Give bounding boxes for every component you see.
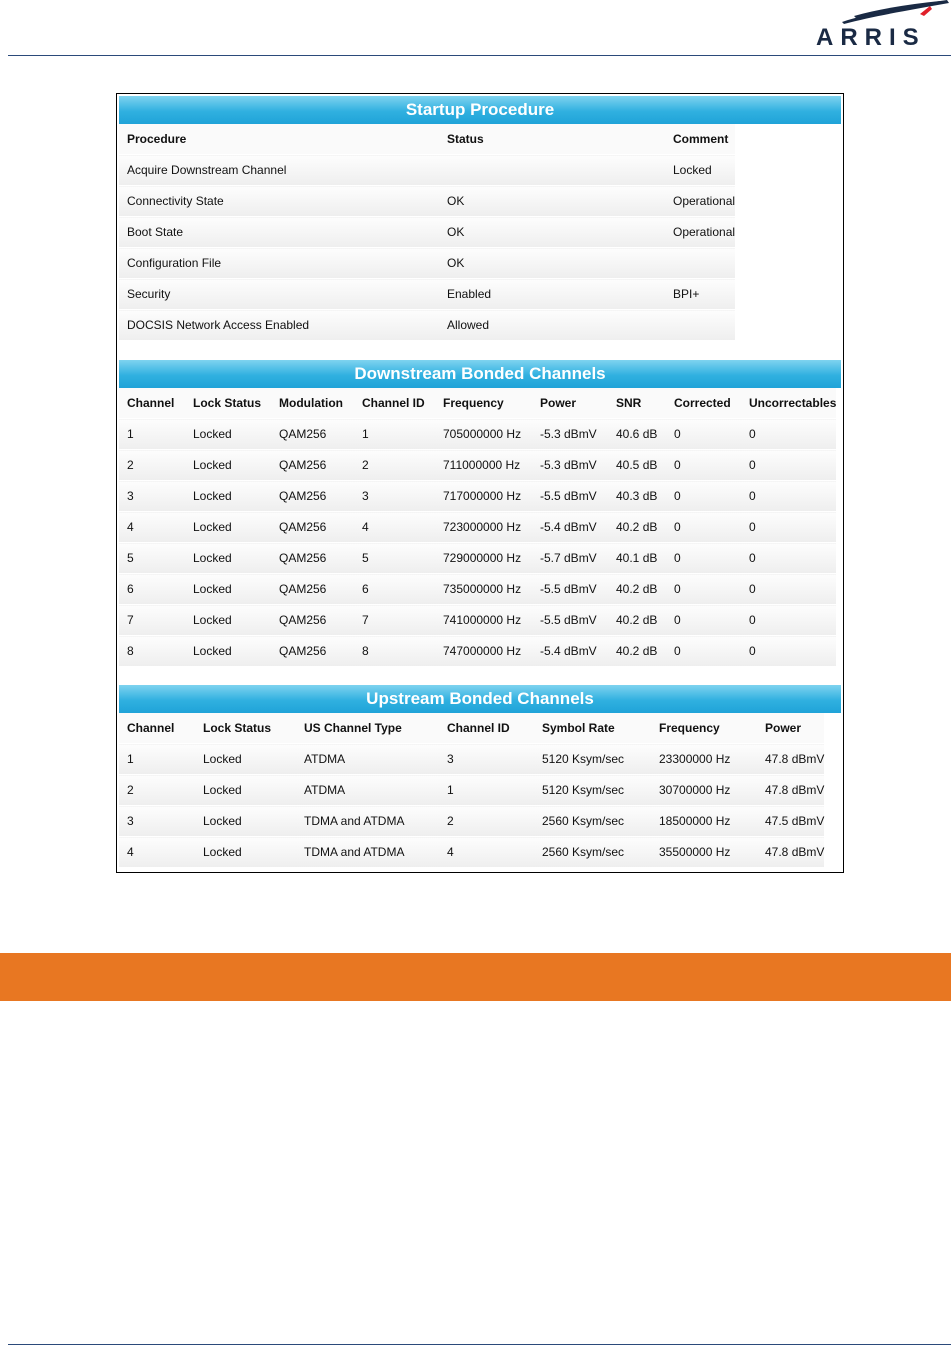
table-cell: 3 xyxy=(439,744,534,775)
table-cell: TDMA and ATDMA xyxy=(296,806,439,837)
table-cell: OK xyxy=(439,248,665,279)
arris-logo-text: ARRIS xyxy=(816,24,926,51)
table-row xyxy=(119,605,836,636)
table-cell: Locked xyxy=(195,775,296,806)
table-cell: Operational xyxy=(665,186,735,217)
table-row xyxy=(119,574,836,605)
table-cell: 0 xyxy=(666,605,741,636)
startup-rows xyxy=(119,155,735,341)
table-cell: 6 xyxy=(354,574,435,605)
upstream-channels-table xyxy=(119,713,824,867)
table-cell: Enabled xyxy=(439,279,665,310)
table-cell: OK xyxy=(439,217,665,248)
column-header: Status xyxy=(439,124,665,155)
table-cell: 4 xyxy=(354,512,435,543)
table-cell: Allowed xyxy=(439,310,665,341)
table-cell: Locked xyxy=(195,806,296,837)
column-header: Channel xyxy=(119,388,185,419)
table-cell: 705000000 Hz xyxy=(435,419,532,450)
table-header-row xyxy=(119,124,735,155)
table-row xyxy=(119,279,735,310)
table-cell: Configuration File xyxy=(119,248,439,279)
table-cell: Locked xyxy=(195,744,296,775)
table-cell: 729000000 Hz xyxy=(435,543,532,574)
table-cell: -5.4 dBmV xyxy=(532,636,608,667)
table-cell: Locked xyxy=(195,837,296,868)
table-cell: Boot State xyxy=(119,217,439,248)
table-cell: Operational xyxy=(665,217,735,248)
table-cell: Locked xyxy=(185,481,271,512)
table-row xyxy=(119,775,824,806)
table-cell: Acquire Downstream Channel xyxy=(119,155,439,186)
table-header-row xyxy=(119,388,836,419)
table-cell xyxy=(439,155,665,186)
table-cell: QAM256 xyxy=(271,419,354,450)
table-cell: QAM256 xyxy=(271,450,354,481)
table-cell: 2560 Ksym/sec xyxy=(534,837,651,868)
table-cell: -5.7 dBmV xyxy=(532,543,608,574)
table-cell: ATDMA xyxy=(296,775,439,806)
table-cell: Locked xyxy=(185,450,271,481)
table-row xyxy=(119,217,735,248)
table-cell: 40.5 dB xyxy=(608,450,666,481)
column-header: Uncorrectables xyxy=(741,388,836,419)
column-header: Modulation xyxy=(271,388,354,419)
upstream-rows xyxy=(119,744,824,868)
table-row xyxy=(119,310,735,341)
table-row xyxy=(119,806,824,837)
table-cell: QAM256 xyxy=(271,636,354,667)
column-header: Channel xyxy=(119,713,195,744)
table-cell: 0 xyxy=(666,481,741,512)
table-cell xyxy=(665,248,735,279)
table-cell: 735000000 Hz xyxy=(435,574,532,605)
table-cell: TDMA and ATDMA xyxy=(296,837,439,868)
table-row xyxy=(119,543,836,574)
table-cell: 0 xyxy=(666,574,741,605)
column-header: Lock Status xyxy=(185,388,271,419)
table-cell: 1 xyxy=(354,419,435,450)
table-cell: 2 xyxy=(354,450,435,481)
table-cell: Locked xyxy=(185,636,271,667)
table-cell: 5 xyxy=(354,543,435,574)
table-cell: Locked xyxy=(185,574,271,605)
table-cell: 0 xyxy=(741,543,836,574)
column-header: Symbol Rate xyxy=(534,713,651,744)
table-cell: 5120 Ksym/sec xyxy=(534,744,651,775)
table-cell: 40.1 dB xyxy=(608,543,666,574)
table-cell: 47.5 dBmV xyxy=(757,806,824,837)
table-cell: QAM256 xyxy=(271,481,354,512)
table-cell: Locked xyxy=(185,605,271,636)
table-cell: 7 xyxy=(354,605,435,636)
startup-procedure-title: Startup Procedure xyxy=(119,96,841,124)
table-cell: 0 xyxy=(666,419,741,450)
table-cell: 18500000 Hz xyxy=(651,806,757,837)
table-row xyxy=(119,512,836,543)
table-cell: 7 xyxy=(119,605,185,636)
table-cell: QAM256 xyxy=(271,543,354,574)
table-header-row xyxy=(119,713,824,744)
table-cell: 747000000 Hz xyxy=(435,636,532,667)
table-row xyxy=(119,481,836,512)
table-cell: 47.8 dBmV xyxy=(757,744,824,775)
table-cell: 0 xyxy=(666,636,741,667)
table-cell: QAM256 xyxy=(271,512,354,543)
table-cell: 8 xyxy=(354,636,435,667)
column-header: Channel ID xyxy=(354,388,435,419)
table-cell: -5.5 dBmV xyxy=(532,574,608,605)
table-row xyxy=(119,837,824,868)
table-cell: 8 xyxy=(119,636,185,667)
table-row xyxy=(119,155,735,186)
table-cell: 717000000 Hz xyxy=(435,481,532,512)
table-cell: 40.2 dB xyxy=(608,605,666,636)
upstream-bonded-channels-title: Upstream Bonded Channels xyxy=(119,685,841,713)
table-cell: 47.8 dBmV xyxy=(757,837,824,868)
table-row xyxy=(119,248,735,279)
downstream-channels-table xyxy=(119,388,836,666)
table-cell: Locked xyxy=(185,419,271,450)
table-cell: OK xyxy=(439,186,665,217)
table-cell: 40.2 dB xyxy=(608,512,666,543)
column-header: Lock Status xyxy=(195,713,296,744)
table-cell: 2560 Ksym/sec xyxy=(534,806,651,837)
column-header: Frequency xyxy=(435,388,532,419)
table-cell: 0 xyxy=(666,512,741,543)
table-cell xyxy=(665,310,735,341)
table-cell: 3 xyxy=(354,481,435,512)
table-cell: 2 xyxy=(119,450,185,481)
table-cell: 47.8 dBmV xyxy=(757,775,824,806)
table-row xyxy=(119,744,824,775)
table-cell: 0 xyxy=(741,512,836,543)
table-row xyxy=(119,186,735,217)
table-cell: -5.3 dBmV xyxy=(532,450,608,481)
column-header: US Channel Type xyxy=(296,713,439,744)
table-row xyxy=(119,419,836,450)
table-cell: 741000000 Hz xyxy=(435,605,532,636)
table-cell: Locked xyxy=(665,155,735,186)
table-cell: QAM256 xyxy=(271,605,354,636)
table-cell: Security xyxy=(119,279,439,310)
section-heading-band xyxy=(0,953,951,1001)
table-cell: DOCSIS Network Access Enabled xyxy=(119,310,439,341)
table-cell: 40.6 dB xyxy=(608,419,666,450)
downstream-bonded-channels-title: Downstream Bonded Channels xyxy=(119,360,841,388)
table-cell: 6 xyxy=(119,574,185,605)
table-cell: 2 xyxy=(439,806,534,837)
table-cell: 1 xyxy=(119,744,195,775)
table-cell: 40.3 dB xyxy=(608,481,666,512)
column-header: Channel ID xyxy=(439,713,534,744)
table-cell: 30700000 Hz xyxy=(651,775,757,806)
table-cell: 0 xyxy=(666,543,741,574)
table-cell: Locked xyxy=(185,512,271,543)
header-divider xyxy=(8,55,951,56)
table-cell: 0 xyxy=(741,450,836,481)
table-cell: 711000000 Hz xyxy=(435,450,532,481)
table-cell: 0 xyxy=(741,574,836,605)
table-cell: 723000000 Hz xyxy=(435,512,532,543)
table-cell: 0 xyxy=(741,481,836,512)
table-cell: BPI+ xyxy=(665,279,735,310)
table-cell: -5.3 dBmV xyxy=(532,419,608,450)
table-cell: 1 xyxy=(119,419,185,450)
table-cell: QAM256 xyxy=(271,574,354,605)
column-header: Comment xyxy=(665,124,735,155)
table-cell: 2 xyxy=(119,775,195,806)
table-cell: 0 xyxy=(741,419,836,450)
table-cell: -5.5 dBmV xyxy=(532,481,608,512)
column-header: Frequency xyxy=(651,713,757,744)
table-cell: ATDMA xyxy=(296,744,439,775)
table-cell: 5120 Ksym/sec xyxy=(534,775,651,806)
table-cell: -5.5 dBmV xyxy=(532,605,608,636)
table-cell: 4 xyxy=(119,837,195,868)
table-row xyxy=(119,636,836,667)
column-header: SNR xyxy=(608,388,666,419)
table-row xyxy=(119,450,836,481)
table-cell: 5 xyxy=(119,543,185,574)
table-cell: 0 xyxy=(741,605,836,636)
table-cell: Connectivity State xyxy=(119,186,439,217)
table-cell: 35500000 Hz xyxy=(651,837,757,868)
table-cell: 4 xyxy=(119,512,185,543)
table-cell: 40.2 dB xyxy=(608,636,666,667)
table-cell: 3 xyxy=(119,481,185,512)
table-cell: 3 xyxy=(119,806,195,837)
table-cell: 4 xyxy=(439,837,534,868)
downstream-rows xyxy=(119,419,836,667)
table-cell: 0 xyxy=(666,450,741,481)
table-cell: 1 xyxy=(439,775,534,806)
startup-procedure-table xyxy=(119,124,735,340)
table-cell: Locked xyxy=(185,543,271,574)
footer-divider xyxy=(8,1344,951,1345)
status-panel xyxy=(116,93,844,873)
table-cell: -5.4 dBmV xyxy=(532,512,608,543)
column-header: Corrected xyxy=(666,388,741,419)
table-cell: 23300000 Hz xyxy=(651,744,757,775)
column-header: Power xyxy=(757,713,824,744)
column-header: Procedure xyxy=(119,124,439,155)
table-cell: 40.2 dB xyxy=(608,574,666,605)
column-header: Power xyxy=(532,388,608,419)
table-cell: 0 xyxy=(741,636,836,667)
